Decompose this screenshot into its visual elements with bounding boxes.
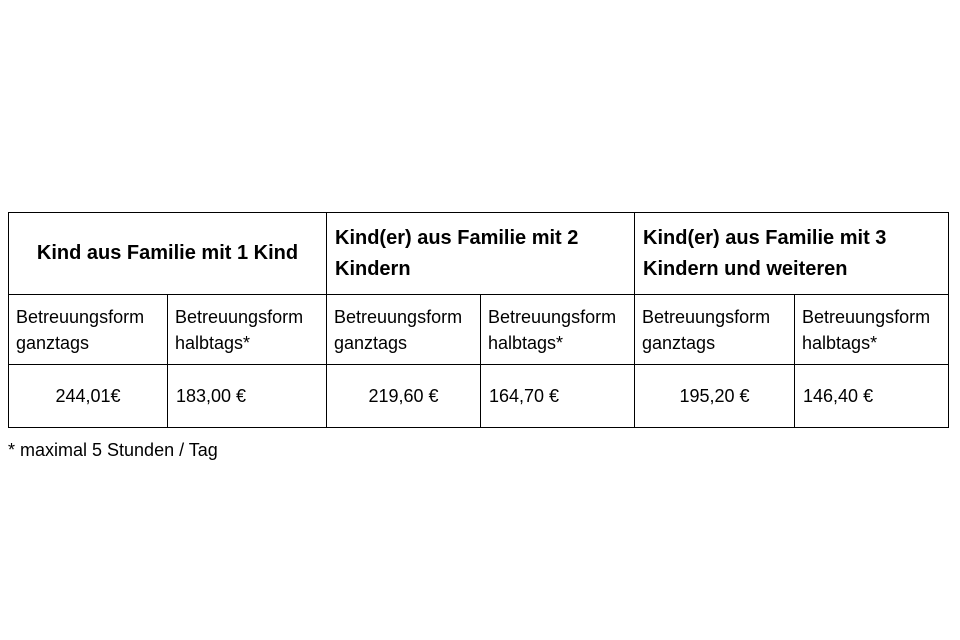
family-size-header-row	[9, 213, 949, 295]
care-type-fullday-3: Betreuungsform ganztags	[635, 295, 795, 365]
care-type-halfday-1: Betreuungsform halbtags*	[168, 295, 327, 365]
fee-table	[8, 212, 949, 428]
fee-value-row	[9, 365, 949, 428]
fee-fullday-1: 244,01€	[9, 365, 168, 428]
care-type-halfday-3: Betreuungsform halbtags*	[795, 295, 949, 365]
fee-fullday-3: 195,20 €	[635, 365, 795, 428]
fee-halfday-2: 164,70 €	[481, 365, 635, 428]
fee-fullday-2: 219,60 €	[327, 365, 481, 428]
care-type-fullday-1: Betreuungsform ganztags	[9, 295, 168, 365]
fee-halfday-3: 146,40 €	[795, 365, 949, 428]
header-three-children: Kind(er) aus Familie mit 3 Kindern und weiteren	[635, 213, 949, 295]
fee-halfday-1: 183,00 €	[168, 365, 327, 428]
care-type-halfday-2: Betreuungsform halbtags*	[481, 295, 635, 365]
care-type-row	[9, 295, 949, 365]
header-one-child: Kind aus Familie mit 1 Kind	[9, 213, 327, 295]
footnote: * maximal 5 Stunden / Tag	[8, 440, 218, 460]
care-type-fullday-2: Betreuungsform ganztags	[327, 295, 481, 365]
header-two-children: Kind(er) aus Familie mit 2 Kindern	[327, 213, 635, 295]
